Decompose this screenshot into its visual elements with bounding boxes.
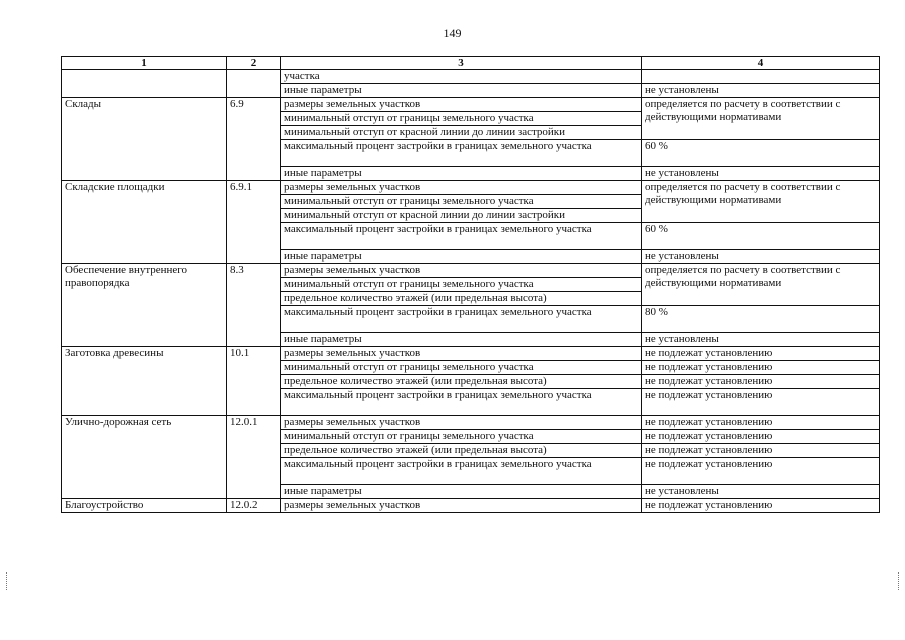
parameter-cell: размеры земельных участков	[281, 181, 642, 195]
parameter-cell: иные параметры	[281, 485, 642, 499]
value-cell: не подлежат установлению	[642, 444, 880, 458]
value-cell: не подлежат установлению	[642, 361, 880, 375]
parameter-cell: максимальный процент застройки в границах земельного участка	[281, 140, 642, 167]
parameter-cell: минимальный отступ от границы земельного участка	[281, 195, 642, 209]
value-cell: не подлежат установлению	[642, 389, 880, 416]
column-header: 3	[281, 57, 642, 70]
parameter-cell: иные параметры	[281, 84, 642, 98]
regulations-table	[61, 56, 880, 513]
column-header: 2	[227, 57, 281, 70]
column-header: 4	[642, 57, 880, 70]
value-cell: 60 %	[642, 223, 880, 250]
land-use-type: Заготовка древесины	[62, 347, 227, 416]
parameter-cell: максимальный процент застройки в границах земельного участка	[281, 458, 642, 485]
value-cell: не установлены	[642, 167, 880, 181]
table-row	[62, 499, 880, 513]
table-row	[62, 181, 880, 195]
parameter-cell: предельное количество этажей (или предельная высота)	[281, 444, 642, 458]
parameter-cell: максимальный процент застройки в границах земельного участка	[281, 223, 642, 250]
parameter-cell: иные параметры	[281, 250, 642, 264]
parameter-cell: размеры земельных участков	[281, 416, 642, 430]
parameter-cell: иные параметры	[281, 167, 642, 181]
value-cell: не установлены	[642, 250, 880, 264]
value-cell: 60 %	[642, 140, 880, 167]
land-use-code: 6.9.1	[227, 181, 281, 264]
parameter-cell: предельное количество этажей (или предельная высота)	[281, 292, 642, 306]
table-row	[62, 347, 880, 361]
parameter-cell: размеры земельных участков	[281, 98, 642, 112]
parameter-cell: предельное количество этажей (или предельная высота)	[281, 375, 642, 389]
land-use-type	[62, 70, 227, 98]
parameter-cell: максимальный процент застройки в границах земельного участка	[281, 306, 642, 333]
parameter-cell: размеры земельных участков	[281, 347, 642, 361]
left-edge-mark	[6, 572, 8, 590]
parameter-cell: участка	[281, 70, 642, 84]
parameter-cell: минимальный отступ от границы земельного участка	[281, 361, 642, 375]
value-cell: не подлежат установлению	[642, 375, 880, 389]
value-cell: 80 %	[642, 306, 880, 333]
value-cell: определяется по расчету в соответствии с действующими нормативами	[642, 264, 880, 306]
value-cell: определяется по расчету в соответствии с действующими нормативами	[642, 181, 880, 223]
table-header-row	[62, 57, 880, 70]
value-cell: не подлежат установлению	[642, 347, 880, 361]
value-cell: не подлежат установлению	[642, 458, 880, 485]
parameter-cell: минимальный отступ от границы земельного участка	[281, 278, 642, 292]
value-cell: не установлены	[642, 333, 880, 347]
parameter-cell: максимальный процент застройки в границах земельного участка	[281, 389, 642, 416]
parameter-cell: минимальный отступ от границы земельного участка	[281, 430, 642, 444]
land-use-code: 12.0.1	[227, 416, 281, 499]
right-edge-mark	[898, 572, 900, 590]
land-use-type: Благоустройство	[62, 499, 227, 513]
parameter-cell: размеры земельных участков	[281, 499, 642, 513]
value-cell: не подлежат установлению	[642, 416, 880, 430]
page-number: 149	[443, 26, 462, 40]
land-use-code: 10.1	[227, 347, 281, 416]
parameter-cell: иные параметры	[281, 333, 642, 347]
land-use-code: 8.3	[227, 264, 281, 347]
value-cell: не подлежат установлению	[642, 430, 880, 444]
value-cell: не подлежат установлению	[642, 499, 880, 513]
parameter-cell: минимальный отступ от красной линии до линии застройки	[281, 209, 642, 223]
land-use-code: 6.9	[227, 98, 281, 181]
land-use-code	[227, 70, 281, 98]
land-use-type: Обеспечение внутреннего правопорядка	[62, 264, 227, 347]
column-header: 1	[62, 57, 227, 70]
land-use-type: Склады	[62, 98, 227, 181]
parameter-cell: минимальный отступ от границы земельного участка	[281, 112, 642, 126]
value-cell: не установлены	[642, 84, 880, 98]
parameter-cell: размеры земельных участков	[281, 264, 642, 278]
parameter-cell: минимальный отступ от красной линии до линии застройки	[281, 126, 642, 140]
table-row	[62, 264, 880, 278]
value-cell: не установлены	[642, 485, 880, 499]
value-cell: определяется по расчету в соответствии с действующими нормативами	[642, 98, 880, 140]
land-use-type: Улично-дорожная сеть	[62, 416, 227, 499]
land-use-code: 12.0.2	[227, 499, 281, 513]
table-row	[62, 416, 880, 430]
value-cell	[642, 70, 880, 84]
table-row	[62, 98, 880, 112]
land-use-type: Складские площадки	[62, 181, 227, 264]
table-row	[62, 70, 880, 84]
